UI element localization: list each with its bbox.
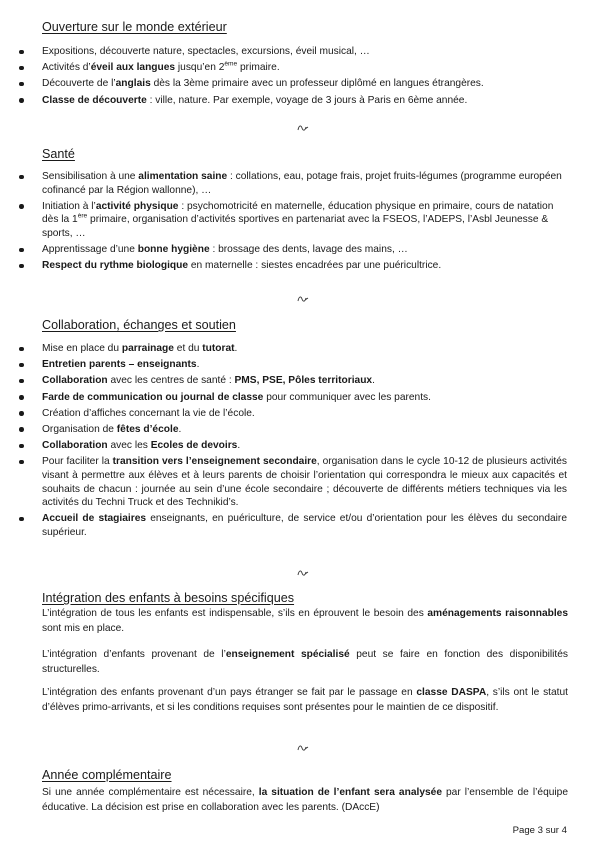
bullet-icon	[19, 98, 24, 103]
bullet-icon	[19, 460, 24, 465]
bullet-icon	[19, 363, 24, 368]
bullet-icon	[19, 204, 24, 209]
paragraph: Si une année complémentaire est nécessaire, la situation de l’enfant sera analysée par l’ensemble de l’équipe éducative. La décision est prise en collaboration avec les parents. (DAccE)	[42, 787, 568, 813]
list-item: Mise en place du parrainage et du tutorat.	[0, 342, 605, 356]
list-item: Organisation de fêtes d’école.	[0, 423, 605, 437]
paragraph: L’intégration d’enfants provenant de l’enseignement spécialisé peut se faire en fonction des disponibilités structurelles.	[42, 649, 568, 675]
page-number: Page 3 sur 4	[512, 825, 567, 836]
bullet-icon	[19, 379, 24, 384]
bullet-icon	[19, 82, 24, 87]
swirl-ornament-icon	[297, 569, 309, 577]
paragraph: L’intégration de tous les enfants est indispensable, s’ils en éprouvent le besoin des aménagements raisonnables sont mis en place.	[42, 608, 569, 634]
list-item: Respect du rythme biologique en maternelle : siestes encadrées par une puéricultrice.	[0, 259, 605, 273]
list-item: Classe de découverte : ville, nature. Par exemple, voyage de 3 jours à Paris en 6ème année.	[0, 94, 605, 108]
swirl-ornament-icon	[297, 124, 309, 132]
bullet-icon	[19, 66, 24, 71]
paragraph: L’intégration des enfants provenant d’un pays étranger se fait par le passage en classe DASPA, s’ils ont le statut d’élèves primo-arrivants, et si les conditions requises sont présentes pour le maintien de ce dispositif.	[42, 687, 568, 713]
section-title-integration: Intégration des enfants à besoins spécifiques	[42, 591, 295, 605]
ouverture-list	[0, 45, 605, 110]
list-item: Farde de communication ou journal de classe pour communiquer avec les parents.	[0, 391, 605, 405]
list-item: Apprentissage d’une bonne hygiène : brossage des dents, lavage des mains, …	[0, 243, 605, 257]
bullet-icon	[19, 395, 24, 400]
bullet-icon	[19, 347, 24, 352]
bullet-icon	[19, 50, 24, 55]
bullet-icon	[19, 175, 24, 180]
list-item: Expositions, découverte nature, spectacles, excursions, éveil musical, …	[0, 45, 605, 59]
sante-list	[0, 170, 605, 276]
list-item: Collaboration avec les centres de santé : PMS, PSE, Pôles territoriaux.	[0, 374, 605, 388]
collaboration-list	[0, 342, 605, 542]
section-title-ouverture: Ouverture sur le monde extérieur	[42, 20, 227, 34]
list-item: Collaboration avec les Ecoles de devoirs.	[0, 439, 605, 453]
list-item: Pour faciliter la transition vers l’enseignement secondaire, organisation dans le cycle 10-12 de plusieurs activités visant à permettre aux élèves et à leurs parents de choisir l’orientation qui correspondra le mieux aux capacités et souhaits de chacun : journée au sein d’une école secondaire ; découverte de différents métiers techniques via les activités du Techni Truck et des Technikid’s.	[0, 455, 605, 509]
list-item: Création d’affiches concernant la vie de l’école.	[0, 407, 605, 421]
bullet-icon	[19, 248, 24, 253]
section-title-sante: Santé	[42, 147, 75, 161]
list-item: Sensibilisation à une alimentation saine : collations, eau, potage frais, projet fruits-légumes (programme européen cofinancé par la Région wallonne), …	[0, 170, 605, 197]
list-item: Accueil de stagiaires enseignants, en puériculture, de service et/ou d’orientation pour les élèves du secondaire supérieur.	[0, 512, 605, 539]
bullet-icon	[19, 517, 24, 522]
list-item: Entretien parents – enseignants.	[0, 358, 605, 372]
swirl-ornament-icon	[297, 744, 309, 752]
bullet-icon	[19, 411, 24, 416]
bullet-icon	[19, 427, 24, 432]
section-title-annee-complementaire: Année complémentaire	[42, 768, 172, 782]
bullet-icon	[19, 444, 24, 449]
swirl-ornament-icon	[297, 295, 309, 303]
list-item: Activités d’éveil aux langues jusqu’en 2ème primaire.	[0, 61, 605, 75]
bullet-icon	[19, 264, 24, 269]
section-title-collaboration: Collaboration, échanges et soutien	[42, 318, 236, 332]
list-item: Initiation à l’activité physique : psychomotricité en maternelle, éducation physique en primaire, cours de natation dès la 1ère primaire, organisation d’activités sportives en partenariat avec la FSEOS, l’ADEPS, l’Asbl Jeunesse & sports, …	[0, 200, 605, 241]
list-item: Découverte de l’anglais dès la 3ème primaire avec un professeur diplômé en langues étrangères.	[0, 77, 605, 91]
